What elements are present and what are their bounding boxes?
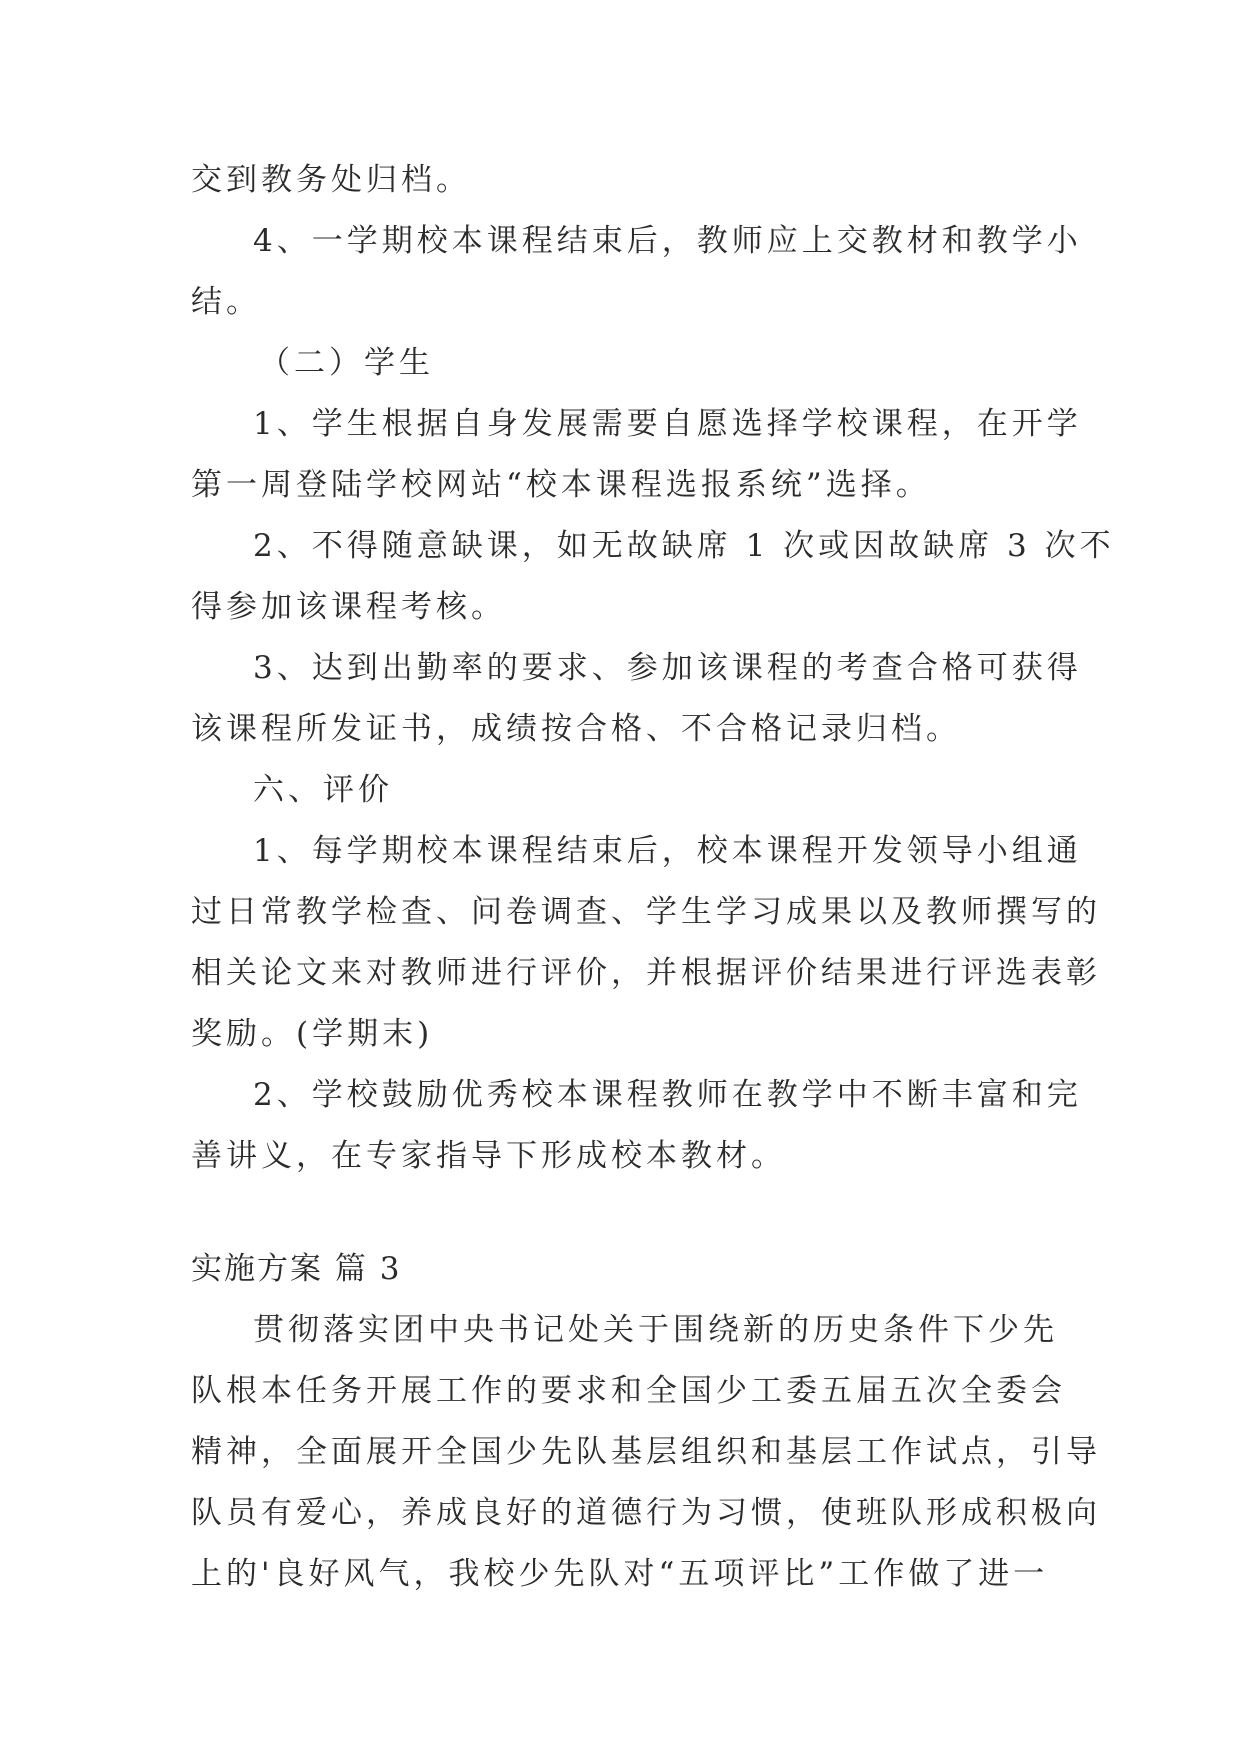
document-body xyxy=(191,150,1115,1605)
section-spacer xyxy=(191,1187,1051,1239)
paragraph-line: 善讲义，在专家指导下形成校本教材。 xyxy=(191,1138,786,1174)
paragraph-line: 第一周登陆学校网站“校本课程选报系统”选择。 xyxy=(191,467,931,503)
paragraph-line: 1、每学期校本课程结束后，校本课程开发领导小组通 xyxy=(253,833,1082,869)
paragraph-line: 贯彻落实团中央书记处关于围绕新的历史条件下少先 xyxy=(253,1312,1058,1348)
paragraph-line: 4、一学期校本课程结束后，教师应上交教材和教学小 xyxy=(253,223,1082,259)
paragraph-line: 得参加该课程考核。 xyxy=(191,589,506,625)
paragraph-line: 2、不得随意缺课，如无故缺席 1 次或因故缺席 3 次不 xyxy=(253,528,1115,564)
paragraph-line: 队根本任务开展工作的要求和全国少工委五届五次全委会 xyxy=(191,1373,1066,1409)
paragraph-line: 3、达到出勤率的要求、参加该课程的考查合格可获得 xyxy=(253,650,1082,686)
paragraph-line: 2、学校鼓励优秀校本课程教师在教学中不断丰富和完 xyxy=(253,1077,1082,1113)
paragraph-line: 过日常教学检查、问卷调查、学生学习成果以及教师撰写的 xyxy=(191,894,1101,930)
paragraph-line: 奖励。(学期末) xyxy=(191,1016,434,1052)
paragraph-line: 上的'良好风气，我校少先队对“五项评比”工作做了进一 xyxy=(191,1556,1049,1592)
paragraph-line: 精神，全面展开全国少先队基层组织和基层工作试点，引导 xyxy=(191,1434,1101,1470)
subheading: 六、评价 xyxy=(253,772,393,808)
subheading: （二）学生 xyxy=(259,345,434,381)
paragraph-line: 交到教务处归档。 xyxy=(191,162,471,198)
paragraph-line: 该课程所发证书，成绩按合格、不合格记录归档。 xyxy=(191,711,961,747)
paragraph-line: 1、学生根据自身发展需要自愿选择学校课程，在开学 xyxy=(253,406,1082,442)
paragraph-line: 结。 xyxy=(191,284,261,320)
section-title: 实施方案 篇 3 xyxy=(191,1251,402,1287)
paragraph-line: 相关论文来对教师进行评价，并根据评价结果进行评选表彰 xyxy=(191,955,1101,991)
paragraph-line: 队员有爱心，养成良好的道德行为习惯，使班队形成积极向 xyxy=(191,1495,1101,1531)
